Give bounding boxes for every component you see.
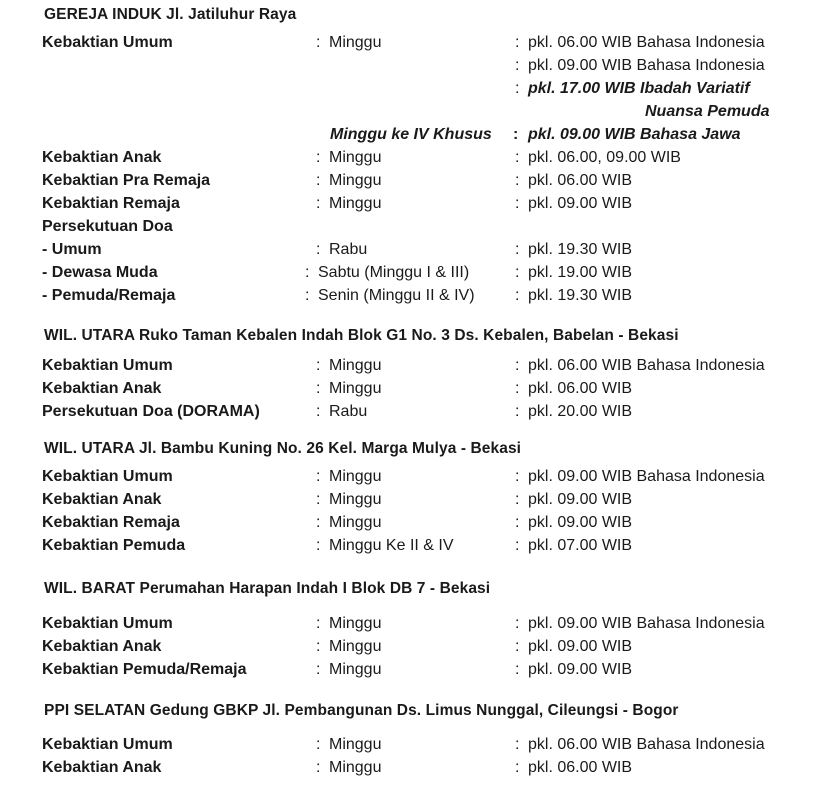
service-label: Kebaktian Anak [42,759,162,776]
colon: : [515,537,520,554]
service-time: pkl. 09.00 WIB Bahasa Indonesia [528,57,765,74]
section-heading-wil-barat: WIL. BARAT Perumahan Harapan Indah I Blok DB 7 - Bekasi [44,580,491,597]
colon: : [316,403,321,420]
schedule-row [0,468,828,491]
service-day: Minggu [329,380,382,397]
service-label: Kebaktian Anak [42,491,162,508]
schedule-row [0,491,828,514]
colon: : [316,172,321,189]
colon: : [316,468,321,485]
colon: : [316,195,321,212]
service-day: Minggu [329,149,382,166]
schedule-row [0,264,828,287]
colon: : [515,736,520,753]
service-day: Minggu [329,357,382,374]
colon: : [515,80,520,97]
service-time: Nuansa Pemuda [645,103,770,120]
colon: : [515,468,520,485]
service-label: Kebaktian Umum [42,468,173,485]
colon: : [515,403,520,420]
service-label: Kebaktian Anak [42,149,162,166]
service-day: Minggu [329,195,382,212]
schedule-row [0,736,828,759]
service-time: pkl. 17.00 WIB Ibadah Variatif [528,80,750,97]
colon: : [515,264,520,281]
colon: : [316,491,321,508]
service-label: Persekutuan Doa [42,218,173,235]
colon: : [316,736,321,753]
service-time: pkl. 19.30 WIB [528,287,633,304]
service-day: Minggu [329,615,382,632]
colon: : [316,34,321,51]
service-day: Minggu [329,514,382,531]
colon: : [513,126,519,143]
colon: : [316,514,321,531]
colon: : [316,759,321,776]
colon: : [316,149,321,166]
service-day: Minggu [329,759,382,776]
service-day: Minggu [329,172,382,189]
service-label: Kebaktian Anak [42,380,162,397]
service-day: Minggu [329,661,382,678]
service-day: Minggu [329,34,382,51]
service-time: pkl. 19.00 WIB [528,264,633,281]
colon: : [316,380,321,397]
colon: : [515,638,520,655]
service-time: pkl. 06.00 WIB [528,380,633,397]
schedule-row [0,57,828,80]
colon: : [515,34,520,51]
colon: : [515,195,520,212]
service-day: Sabtu (Minggu I & III) [318,264,470,281]
schedule-row [0,638,828,661]
service-time: pkl. 09.00 WIB Bahasa Jawa [528,126,741,143]
section-heading-ppi-selatan: PPI SELATAN Gedung GBKP Jl. Pembangunan Ds. Limus Nunggal, Cileungsi - Bogor [44,702,679,719]
service-time: pkl. 19.30 WIB [528,241,633,258]
schedule-row [0,218,828,241]
service-time: pkl. 09.00 WIB [528,195,633,212]
colon: : [305,264,310,281]
schedule-row [0,403,828,426]
colon: : [515,661,520,678]
service-day: Senin (Minggu II & IV) [318,287,475,304]
service-time: pkl. 06.00 WIB Bahasa Indonesia [528,34,765,51]
schedule-row [0,759,828,782]
colon: : [515,514,520,531]
service-label: Kebaktian Anak [42,638,162,655]
service-time: pkl. 09.00 WIB [528,638,633,655]
colon: : [305,287,310,304]
colon: : [316,638,321,655]
service-label: Kebaktian Remaja [42,514,180,531]
schedule-row [0,661,828,684]
service-label: Kebaktian Pemuda/Remaja [42,661,247,678]
schedule-row [0,126,828,149]
schedule-row [0,537,828,560]
service-label: Kebaktian Umum [42,736,173,753]
service-time: pkl. 09.00 WIB [528,491,633,508]
schedule-row [0,80,828,103]
service-label: - Umum [42,241,102,258]
colon: : [515,57,520,74]
service-label: Kebaktian Umum [42,615,173,632]
service-label: Kebaktian Remaja [42,195,180,212]
schedule-row [0,380,828,403]
service-time: pkl. 20.00 WIB [528,403,633,420]
service-label: - Dewasa Muda [42,264,158,281]
service-time: pkl. 09.00 WIB [528,514,633,531]
schedule-row [0,149,828,172]
colon: : [316,615,321,632]
colon: : [515,615,520,632]
service-day: Minggu [329,638,382,655]
schedule-row [0,514,828,537]
schedule-row [0,34,828,57]
schedule-row [0,241,828,264]
service-day: Rabu [329,241,368,258]
service-day: Rabu [329,403,368,420]
service-time: pkl. 06.00 WIB Bahasa Indonesia [528,736,765,753]
service-time: pkl. 09.00 WIB Bahasa Indonesia [528,615,765,632]
service-day: Minggu [329,491,382,508]
schedule-row [0,287,828,310]
service-day: Minggu Ke II & IV [329,537,454,554]
service-time: pkl. 06.00 WIB [528,759,633,776]
schedule-row [0,172,828,195]
service-label: - Pemuda/Remaja [42,287,176,304]
colon: : [515,357,520,374]
service-day: Minggu ke IV Khusus [330,126,492,143]
colon: : [515,491,520,508]
schedule-row [0,195,828,218]
colon: : [515,287,520,304]
colon: : [515,759,520,776]
service-time: pkl. 07.00 WIB [528,537,633,554]
section-heading-wil-utara-bambu-kuning: WIL. UTARA Jl. Bambu Kuning No. 26 Kel. Marga Mulya - Bekasi [44,440,522,457]
colon: : [515,241,520,258]
service-day: Minggu [329,736,382,753]
service-time: pkl. 09.00 WIB [528,661,633,678]
schedule-row [0,615,828,638]
service-time: pkl. 06.00 WIB [528,172,633,189]
colon: : [316,241,321,258]
colon: : [515,149,520,166]
colon: : [515,172,520,189]
service-time: pkl. 06.00, 09.00 WIB [528,149,681,166]
schedule-row [0,103,828,126]
service-time: pkl. 06.00 WIB Bahasa Indonesia [528,357,765,374]
service-day: Minggu [329,468,382,485]
colon: : [316,537,321,554]
section-heading-wil-utara-ruko: WIL. UTARA Ruko Taman Kebalen Indah Blok G1 No. 3 Ds. Kebalen, Babelan - Bekasi [44,327,679,344]
service-label: Kebaktian Pemuda [42,537,186,554]
colon: : [316,357,321,374]
service-label: Kebaktian Pra Remaja [42,172,211,189]
colon: : [316,661,321,678]
service-label: Persekutuan Doa (DORAMA) [42,403,260,420]
service-time: pkl. 09.00 WIB Bahasa Indonesia [528,468,765,485]
schedule-row [0,357,828,380]
colon: : [515,380,520,397]
section-heading-gereja-induk: GEREJA INDUK Jl. Jatiluhur Raya [44,6,297,23]
service-label: Kebaktian Umum [42,34,173,51]
service-label: Kebaktian Umum [42,357,173,374]
